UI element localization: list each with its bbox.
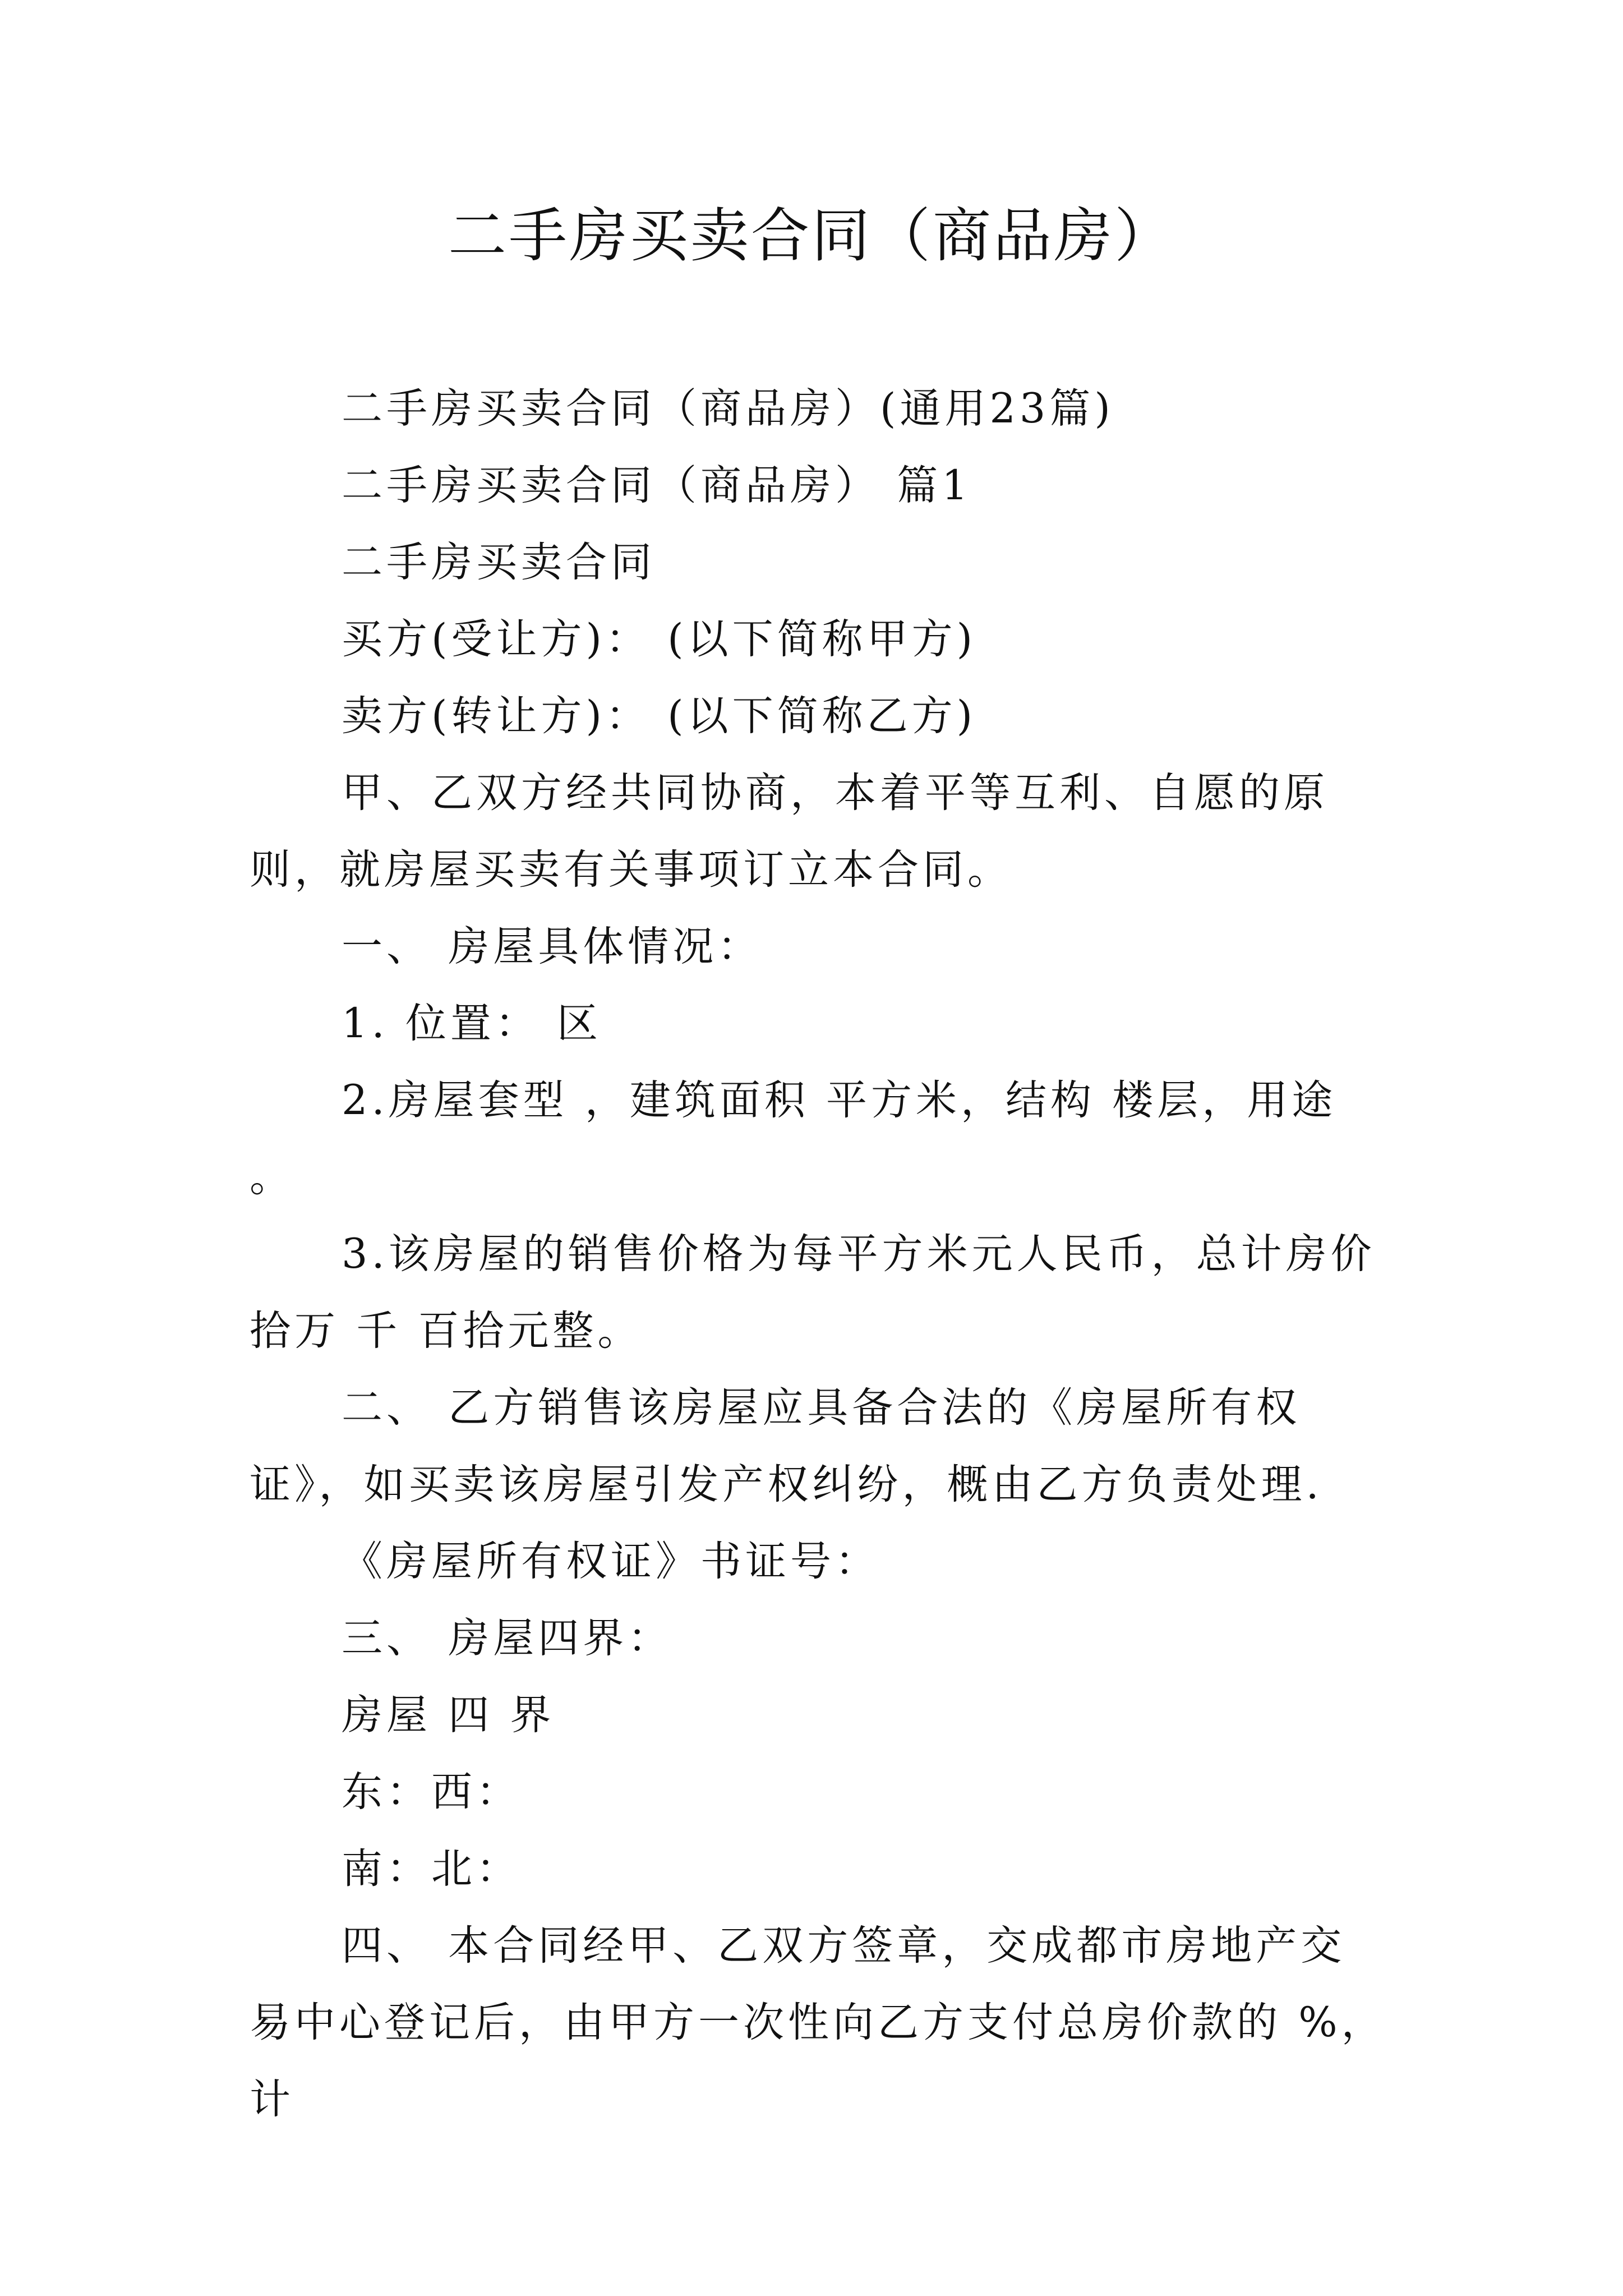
paragraph-contract-name: 二手房买卖合同 — [342, 539, 656, 586]
document-title: 二手房买卖合同（商品房） — [448, 201, 1175, 270]
paragraph-house-type: 2.房屋套型 ，建筑面积 平方米，结构 楼层，用途 。 — [250, 1076, 1337, 1201]
paragraph-collection-title: 二手房买卖合同（商品房）(通用23篇) — [342, 385, 1114, 432]
paragraph-east-west: 东：西： — [342, 1768, 521, 1816]
paragraph-buyer: 买方(受让方)： (以下简称甲方) — [342, 615, 977, 663]
paragraph-price: 3.该房屋的销售价格为每平方米元人民币，总计房价拾万 千 百拾元整。 — [250, 1230, 1376, 1355]
paragraph-section-heading: 二手房买卖合同（商品房） 篇1 — [342, 462, 972, 509]
paragraph-south-north: 南：北： — [342, 1845, 521, 1893]
paragraph-clause-3-heading: 三、 房屋四界： — [342, 1614, 673, 1662]
document-body — [250, 370, 1388, 2138]
paragraph-clause-2: 二、 乙方销售该房屋应具备合法的《房屋所有权证》，如买卖该房屋引发产权纠纷，概由乙方负责处理. — [250, 1384, 1323, 1508]
paragraph-location: 1. 位置： 区 — [342, 1000, 602, 1047]
paragraph-boundaries-label: 房屋 四 界 — [342, 1691, 555, 1739]
paragraph-seller: 卖方(转让方)： (以下简称乙方) — [342, 692, 977, 740]
paragraph-certificate-number: 《房屋所有权证》书证号： — [342, 1538, 880, 1585]
paragraph-preamble: 甲、乙双方经共同协商，本着平等互利、自愿的原则，就房屋买卖有关事项订立本合同。 — [250, 769, 1329, 894]
paragraph-clause-1-heading: 一、 房屋具体情况： — [342, 923, 763, 970]
paragraph-clause-4: 四、 本合同经甲、乙双方签章，交成都市房地产交易中心登记后，由甲方一次性向乙方支付总房价款的 %，计 — [250, 1922, 1386, 2123]
